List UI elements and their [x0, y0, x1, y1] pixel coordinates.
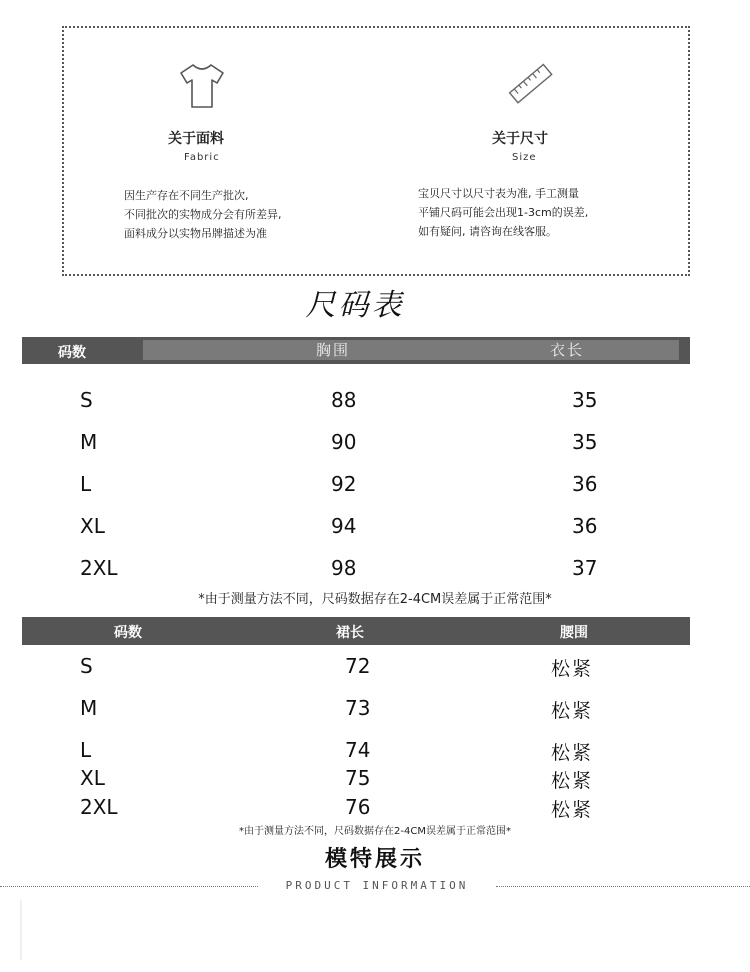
table-row — [0, 472, 750, 502]
table-row — [0, 766, 750, 796]
table2-note: *由于测量方法不同，尺码数据存在2-4CM误差属于正常范围* — [239, 826, 511, 837]
size-chart-title: 尺码表 — [305, 288, 405, 323]
skirt-length-cell: 76 — [345, 795, 371, 819]
table-row — [0, 654, 750, 684]
table2-header-waist: 腰围 — [560, 625, 588, 641]
table1-header-size: 码数 — [58, 345, 86, 361]
model-section-title: 模特展示 — [324, 847, 425, 872]
divider-left — [0, 886, 258, 887]
waist-cell: 松紧 — [551, 742, 594, 764]
waist-cell: 松紧 — [551, 658, 594, 680]
table1-header-inner — [143, 340, 679, 360]
size-cell: 2XL — [80, 556, 118, 580]
table-row — [0, 738, 750, 768]
size-info-title: 关于尺寸 — [492, 131, 548, 147]
fabric-subtitle: Fabric — [184, 152, 220, 163]
chest-cell: 92 — [331, 472, 357, 496]
skirt-length-cell: 72 — [345, 654, 371, 678]
fabric-description: 因生产存在不同生产批次, 不同批次的实物成分会有所差异, 面料成分以实物吊牌描述为准 — [124, 189, 282, 240]
table-row — [0, 388, 750, 418]
length-cell: 35 — [572, 430, 598, 454]
size-info-subtitle: Size — [512, 152, 537, 163]
waist-cell: 松紧 — [551, 770, 594, 792]
table-row — [0, 795, 750, 825]
table1-header — [22, 337, 690, 364]
size-cell: M — [80, 430, 98, 454]
skirt-length-cell: 74 — [345, 738, 371, 762]
table1-note: *由于测量方法不同，尺码数据存在2-4CM误差属于正常范围* — [198, 592, 552, 607]
chest-cell: 94 — [331, 514, 357, 538]
chest-cell: 90 — [331, 430, 357, 454]
skirt-length-cell: 75 — [345, 766, 371, 790]
ruler-icon — [506, 60, 556, 112]
table2-header-skirt-length: 裙长 — [336, 625, 364, 641]
size-info-description: 宝贝尺寸以尺寸表为准, 手工测量 平铺尺码可能会出现1-3cm的误差, 如有疑问, 请咨询在线客服。 — [418, 187, 589, 238]
length-cell: 37 — [572, 556, 598, 580]
table-row — [0, 556, 750, 586]
size-cell: L — [80, 472, 92, 496]
size-cell: S — [80, 388, 93, 412]
product-information-label: PRODUCT INFORMATION — [285, 879, 469, 892]
length-cell: 36 — [572, 514, 598, 538]
table2-header — [22, 617, 690, 645]
size-cell: XL — [80, 766, 105, 790]
length-cell: 35 — [572, 388, 598, 412]
size-cell: XL — [80, 514, 105, 538]
divider-right — [496, 886, 750, 887]
size-cell: 2XL — [80, 795, 118, 819]
table1-header-chest: 胸围 — [316, 341, 351, 359]
size-cell: L — [80, 738, 92, 762]
table-row — [0, 514, 750, 544]
chest-cell: 88 — [331, 388, 357, 412]
table1-header-length: 衣长 — [550, 341, 585, 359]
tshirt-icon — [176, 62, 228, 114]
chest-cell: 98 — [331, 556, 357, 580]
fabric-title: 关于面料 — [168, 131, 224, 147]
waist-cell: 松紧 — [551, 700, 594, 722]
divider-bottom-edge — [20, 900, 22, 960]
table-row — [0, 430, 750, 460]
size-cell: M — [80, 696, 98, 720]
length-cell: 36 — [572, 472, 598, 496]
size-cell: S — [80, 654, 93, 678]
table2-header-size: 码数 — [114, 625, 142, 641]
info-box — [62, 26, 690, 276]
table-row — [0, 696, 750, 726]
skirt-length-cell: 73 — [345, 696, 371, 720]
waist-cell: 松紧 — [551, 799, 594, 821]
